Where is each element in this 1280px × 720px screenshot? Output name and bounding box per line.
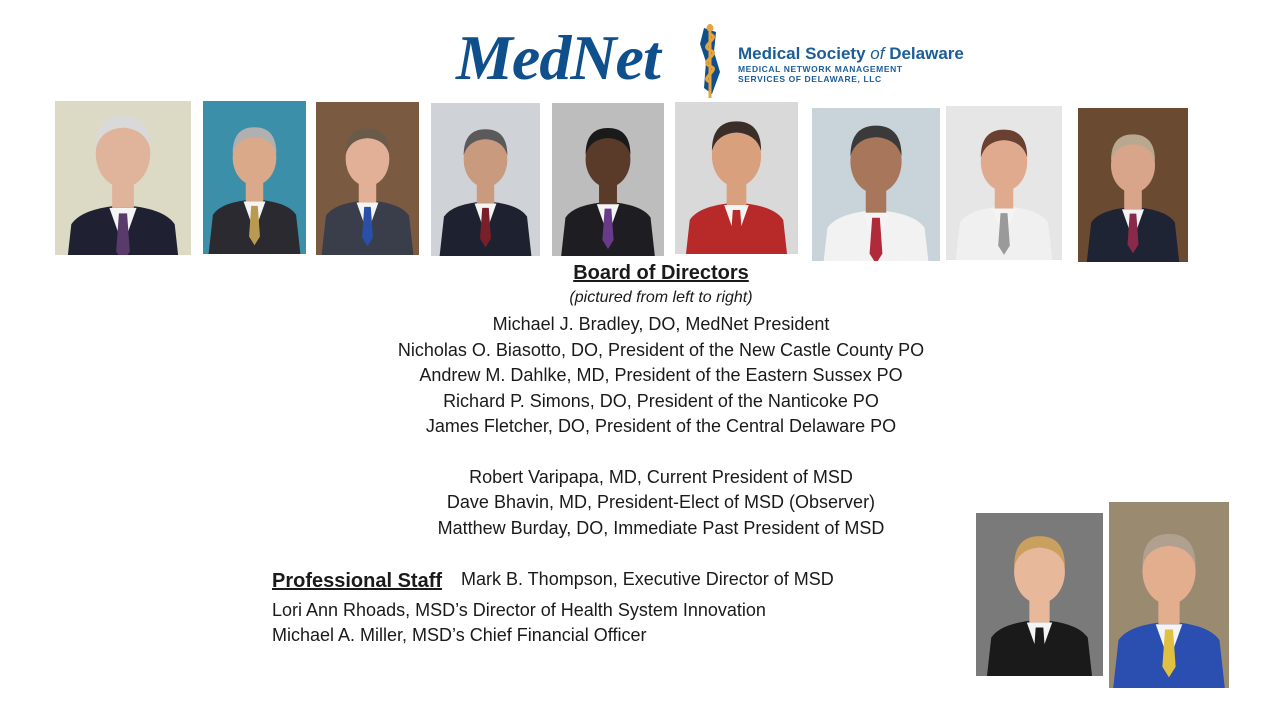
portrait-image [203,101,306,254]
portrait-image [431,103,540,256]
board-member: Richard P. Simons, DO, President of the Nanticoke PO [443,390,879,411]
portrait-image [946,106,1062,260]
board-subtitle: (pictured from left to right) [569,289,753,306]
board-member: Nicholas O. Biasotto, DO, President of the New Castle County PO [397,339,925,360]
board-photo-7 [812,108,940,261]
mednet-logo [452,22,964,100]
portrait-image [675,102,798,254]
board-photo-6 [675,102,798,254]
staff-member: Mark B. Thompson, Executive Director of MSD [461,569,834,589]
board-member: Andrew M. Dahlke, MD, President of the Eastern Sussex PO [419,365,903,385]
org-name: Medical Society of Delaware [738,44,964,63]
spacer [0,440,1280,465]
staff-member: Lori Ann Rhoads, MSD’s Director of Health System Innovation [272,600,766,620]
logo-wordmark: MedNet [456,22,660,93]
msd-member: Matthew Burday, DO, Immediate Past President of MSD [437,517,885,538]
professional-staff-heading: Professional Staff [272,570,443,592]
portrait-image [1078,108,1188,262]
msd-member: Dave Bhavin, MD, President-Elect of MSD (Observer) [446,492,876,512]
board-photo-1 [55,101,191,255]
org-subtitle-2: SERVICES OF DELAWARE, LLC [738,74,882,84]
portrait-image [812,108,940,261]
board-photo-4 [431,103,540,256]
portrait-image [55,101,191,255]
board-photo-2 [203,101,306,254]
board-member-list [0,312,1280,541]
board-member: Michael J. Bradley, DO, MedNet President [492,314,830,334]
staff-member: Michael A. Miller, MSD’s Chief Financial Officer [272,625,647,645]
portrait-image [552,103,664,256]
msd-member: Robert Varipapa, MD, Current President of MSD [469,466,853,487]
board-of-directors-heading: Board of Directors [573,262,749,284]
logo-org-text [738,44,964,84]
board-photo-5 [552,103,664,256]
org-subtitle-1: MEDICAL NETWORK MANAGEMENT [738,64,903,74]
board-photo-3 [316,102,419,255]
board-photo-9 [1078,108,1188,262]
portrait-image [316,102,419,255]
board-member: James Fletcher, DO, President of the Central Delaware PO [425,416,897,436]
caduceus-delaware-icon [690,22,730,100]
board-photo-8 [946,106,1062,260]
